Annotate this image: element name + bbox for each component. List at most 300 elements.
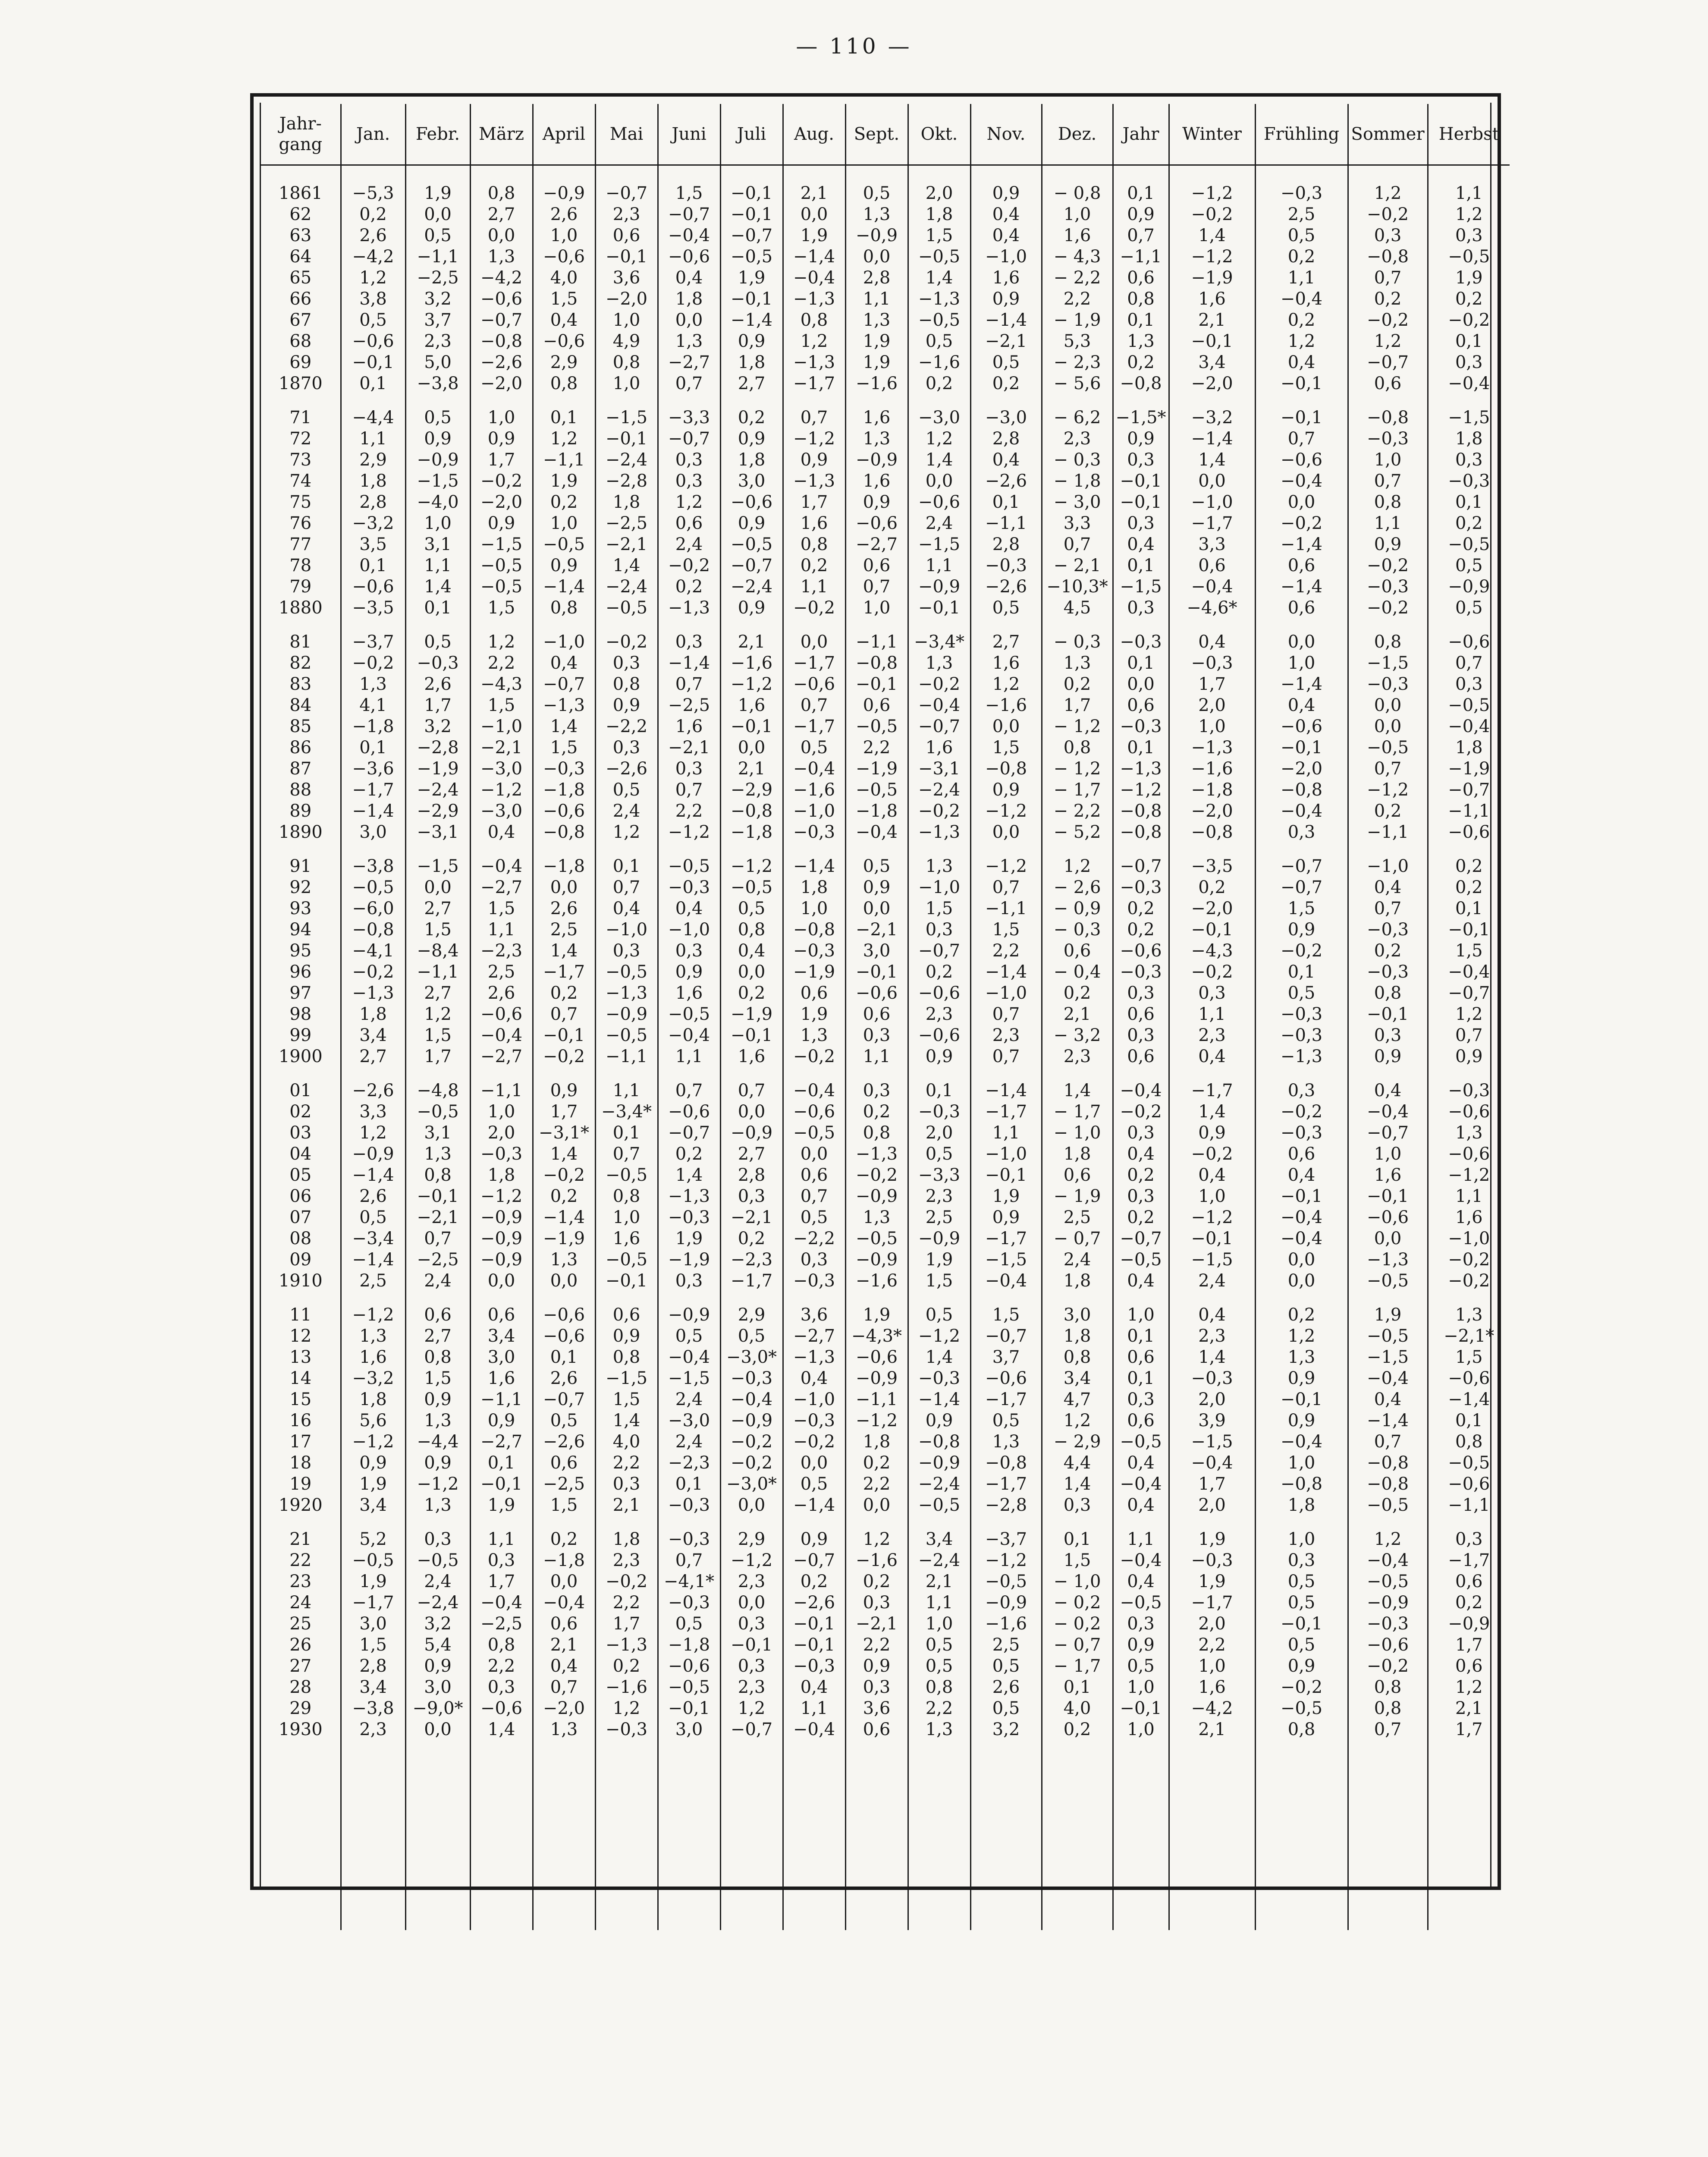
- year-cell: 93: [289, 899, 312, 918]
- value-cell: −1,5: [1428, 407, 1510, 428]
- value-cell: 0,0: [1255, 1270, 1348, 1292]
- value-cell: 0,5: [405, 407, 470, 428]
- value-cell: − 0,3: [1042, 919, 1113, 940]
- table-row: [261, 1270, 1510, 1292]
- value-cell: 1,4: [658, 1165, 720, 1186]
- value-cell: −0,9: [405, 450, 470, 471]
- value-cell: −2,5: [658, 695, 720, 716]
- value-cell: −0,9: [720, 1123, 783, 1144]
- value-cell: 0,4: [970, 225, 1042, 246]
- value-cell: −0,3: [1113, 962, 1169, 983]
- value-cell: 0,0: [720, 737, 783, 758]
- value-cell: 1,5: [341, 1635, 405, 1656]
- table-row: [261, 1719, 1510, 1740]
- value-cell: 3,2: [970, 1719, 1042, 1740]
- value-cell: −2,5: [595, 513, 658, 534]
- value-cell: 2,9: [533, 352, 595, 373]
- value-cell: 0,4: [970, 450, 1042, 471]
- value-cell: 2,3: [970, 1025, 1042, 1046]
- year-cell: 14: [289, 1368, 312, 1388]
- value-cell: −1,4: [341, 1165, 405, 1186]
- value-cell: −2,0: [470, 492, 533, 513]
- value-cell: 0,6: [533, 1613, 595, 1635]
- value-cell: −0,4: [783, 758, 845, 780]
- value-cell: − 2,1: [1042, 555, 1113, 576]
- value-cell: 1,1: [845, 1046, 908, 1067]
- value-cell: − 1,2: [1042, 716, 1113, 737]
- value-cell: −0,8: [533, 822, 595, 843]
- table-row: [261, 1495, 1510, 1516]
- value-cell: −0,8: [1113, 373, 1169, 394]
- value-cell: −0,6: [1428, 1101, 1510, 1123]
- value-cell: −1,8: [720, 822, 783, 843]
- row-spacer: [261, 1292, 1510, 1305]
- value-cell: 0,0: [405, 1719, 470, 1740]
- value-cell: − 0,8: [1042, 183, 1113, 204]
- value-cell: 5,6: [341, 1410, 405, 1431]
- value-cell: −0,1: [595, 428, 658, 450]
- value-cell: 2,3: [720, 1571, 783, 1592]
- value-cell: 0,3: [908, 919, 970, 940]
- value-cell: 0,5: [845, 183, 908, 204]
- value-cell: −0,4: [658, 1025, 720, 1046]
- value-cell: 0,4: [533, 310, 595, 331]
- value-cell: 0,6: [1113, 267, 1169, 289]
- value-cell: 0,0: [1255, 492, 1348, 513]
- value-cell: −0,1: [1255, 373, 1348, 394]
- table-row: [261, 289, 1510, 310]
- table-row: [261, 492, 1510, 513]
- value-cell: −0,5: [595, 962, 658, 983]
- year-cell: 07: [289, 1207, 312, 1227]
- value-cell: −0,2: [595, 632, 658, 653]
- value-cell: −2,0: [1169, 801, 1255, 822]
- value-cell: 0,9: [720, 597, 783, 619]
- value-cell: −0,3: [1348, 1613, 1428, 1635]
- value-cell: 3,0: [470, 1347, 533, 1368]
- value-cell: −0,7: [720, 555, 783, 576]
- value-cell: 0,4: [1113, 1270, 1169, 1292]
- value-cell: − 0,4: [1042, 962, 1113, 983]
- value-cell: −1,4: [533, 1207, 595, 1228]
- value-cell: 0,1: [595, 1123, 658, 1144]
- value-cell: −0,8: [720, 801, 783, 822]
- value-cell: 0,2: [1042, 1719, 1113, 1740]
- table-row: [261, 919, 1510, 940]
- value-cell: 0,2: [1255, 246, 1348, 267]
- value-cell: 1,7: [1169, 674, 1255, 695]
- value-cell: −0,1: [1255, 407, 1348, 428]
- value-cell: 1,6: [908, 737, 970, 758]
- value-cell: 1,3: [405, 1144, 470, 1165]
- column-header: Winter: [1169, 104, 1255, 165]
- value-cell: 0,4: [1348, 877, 1428, 898]
- value-cell: −1,6: [845, 373, 908, 394]
- value-cell: 0,2: [1113, 1165, 1169, 1186]
- value-cell: 0,7: [970, 877, 1042, 898]
- value-cell: 1,2: [341, 1123, 405, 1144]
- value-cell: 3,4: [341, 1495, 405, 1516]
- value-cell: 2,8: [845, 267, 908, 289]
- value-cell: 1,1: [341, 428, 405, 450]
- value-cell: −0,5: [405, 1101, 470, 1123]
- value-cell: − 4,3: [1042, 246, 1113, 267]
- value-cell: 2,4: [405, 1270, 470, 1292]
- value-cell: 0,7: [970, 1046, 1042, 1067]
- year-cell: 62: [289, 204, 312, 224]
- value-cell: 1,7: [1428, 1719, 1510, 1740]
- value-cell: 2,8: [341, 492, 405, 513]
- value-cell: −0,3: [658, 1207, 720, 1228]
- value-cell: 1,3: [1042, 653, 1113, 674]
- value-cell: −0,8: [1255, 1474, 1348, 1495]
- value-cell: −1,6: [845, 1550, 908, 1571]
- value-cell: 3,1: [405, 534, 470, 555]
- year-cell: 16: [289, 1411, 312, 1431]
- year-cell: 82: [289, 653, 312, 673]
- value-cell: −2,6: [533, 1431, 595, 1453]
- value-cell: 0,3: [595, 737, 658, 758]
- value-cell: −1,7: [783, 716, 845, 737]
- value-cell: −1,4: [1255, 576, 1348, 597]
- value-cell: 0,2: [720, 407, 783, 428]
- value-cell: −0,7: [1428, 780, 1510, 801]
- table-row: [261, 1474, 1510, 1495]
- value-cell: 0,5: [783, 1474, 845, 1495]
- value-cell: 0,4: [533, 653, 595, 674]
- column-header: Jahr: [1113, 104, 1169, 165]
- value-cell: −2,0: [1169, 373, 1255, 394]
- year-cell: 09: [289, 1250, 312, 1270]
- value-cell: −1,9: [845, 758, 908, 780]
- value-cell: −4,2: [341, 246, 405, 267]
- value-cell: 1,9: [1169, 1529, 1255, 1550]
- value-cell: −0,2: [1348, 204, 1428, 225]
- value-cell: 2,3: [1169, 1025, 1255, 1046]
- value-cell: 1,6: [1169, 289, 1255, 310]
- column-header: Herbst: [1428, 104, 1510, 165]
- value-cell: 0,3: [1169, 983, 1255, 1004]
- value-cell: −0,1: [405, 1186, 470, 1207]
- value-cell: −1,9: [783, 962, 845, 983]
- value-cell: 1,4: [1169, 450, 1255, 471]
- value-cell: 0,9: [1348, 534, 1428, 555]
- value-cell: −0,5: [1255, 1698, 1348, 1719]
- value-cell: −4,3: [470, 674, 533, 695]
- value-cell: −0,7: [908, 716, 970, 737]
- value-cell: 0,3: [658, 471, 720, 492]
- value-cell: −2,4: [405, 1592, 470, 1613]
- value-cell: −1,1: [470, 1080, 533, 1101]
- value-cell: −3,0: [470, 758, 533, 780]
- value-cell: 0,9: [1113, 1635, 1169, 1656]
- value-cell: −0,6: [783, 674, 845, 695]
- value-cell: 0,5: [908, 1635, 970, 1656]
- value-cell: 3,3: [1169, 534, 1255, 555]
- value-cell: −0,1: [783, 1613, 845, 1635]
- value-cell: 0,3: [845, 1592, 908, 1613]
- value-cell: −0,5: [1348, 1326, 1428, 1347]
- value-cell: 1,9: [1348, 1305, 1428, 1326]
- value-cell: 0,9: [405, 1656, 470, 1677]
- table-row: [261, 450, 1510, 471]
- value-cell: −1,1: [1113, 246, 1169, 267]
- value-cell: 0,9: [405, 1389, 470, 1410]
- value-cell: 1,5: [533, 289, 595, 310]
- value-cell: 2,9: [341, 450, 405, 471]
- value-cell: −0,1: [1428, 919, 1510, 940]
- value-cell: −1,3: [595, 983, 658, 1004]
- value-cell: 0,2: [1428, 1592, 1510, 1613]
- value-cell: −2,5: [533, 1474, 595, 1495]
- value-cell: 3,2: [405, 289, 470, 310]
- value-cell: −0,7: [970, 1326, 1042, 1347]
- year-cell: 94: [289, 920, 312, 940]
- value-cell: 2,7: [970, 632, 1042, 653]
- value-cell: 1,5: [533, 1495, 595, 1516]
- value-cell: 2,2: [1042, 289, 1113, 310]
- value-cell: −1,0: [533, 632, 595, 653]
- value-cell: −1,2: [970, 856, 1042, 877]
- value-cell: 0,0: [1348, 1228, 1428, 1249]
- value-cell: 5,4: [405, 1635, 470, 1656]
- value-cell: −0,3: [1348, 962, 1428, 983]
- table-row: [261, 1144, 1510, 1165]
- value-cell: 1,2: [1042, 856, 1113, 877]
- value-cell: −1,9: [720, 1004, 783, 1025]
- value-cell: −2,0: [1255, 758, 1348, 780]
- value-cell: −0,8: [1348, 407, 1428, 428]
- value-cell: 0,5: [845, 856, 908, 877]
- value-cell: −2,1: [845, 1613, 908, 1635]
- value-cell: 3,5: [341, 534, 405, 555]
- value-cell: 1,6: [720, 695, 783, 716]
- value-cell: −0,5: [1113, 1592, 1169, 1613]
- value-cell: 0,4: [1255, 1165, 1348, 1186]
- table-row: [261, 471, 1510, 492]
- value-cell: −1,4: [1348, 1410, 1428, 1431]
- value-cell: −0,6: [908, 983, 970, 1004]
- table-row: [261, 246, 1510, 267]
- value-cell: 0,7: [533, 1677, 595, 1698]
- value-cell: 2,1: [783, 183, 845, 204]
- value-cell: 0,6: [658, 513, 720, 534]
- value-cell: 0,5: [1428, 597, 1510, 619]
- value-cell: −0,3: [1255, 1025, 1348, 1046]
- value-cell: 1,3: [1428, 1123, 1510, 1144]
- value-cell: 0,8: [470, 1635, 533, 1656]
- value-cell: 0,5: [341, 1207, 405, 1228]
- value-cell: 0,7: [658, 1550, 720, 1571]
- value-cell: 0,2: [1113, 898, 1169, 919]
- value-cell: −0,5: [845, 780, 908, 801]
- value-cell: 0,8: [595, 1347, 658, 1368]
- value-cell: 5,3: [1042, 331, 1113, 352]
- value-cell: −0,2: [1113, 1101, 1169, 1123]
- value-cell: 2,0: [470, 1123, 533, 1144]
- value-cell: −3,1*: [533, 1123, 595, 1144]
- value-cell: 2,6: [533, 1368, 595, 1389]
- value-cell: 2,7: [405, 898, 470, 919]
- value-cell: −0,9: [470, 1228, 533, 1249]
- value-cell: −1,6: [970, 1613, 1042, 1635]
- value-cell: −2,1: [845, 919, 908, 940]
- value-cell: −3,1: [908, 758, 970, 780]
- value-cell: 0,9: [1428, 1046, 1510, 1067]
- value-cell: −1,2: [1113, 780, 1169, 801]
- value-cell: −2,2: [783, 1228, 845, 1249]
- value-cell: −3,2: [341, 1368, 405, 1389]
- value-cell: 0,0: [783, 1453, 845, 1474]
- value-cell: 1,1: [908, 555, 970, 576]
- value-cell: 1,0: [845, 597, 908, 619]
- value-cell: −1,6: [970, 695, 1042, 716]
- value-cell: −1,4: [1428, 1389, 1510, 1410]
- table-row: [261, 1592, 1510, 1613]
- table-row: [261, 898, 1510, 919]
- value-cell: 1,1: [970, 1123, 1042, 1144]
- value-cell: 0,1: [470, 1453, 533, 1474]
- value-cell: −3,7: [970, 1529, 1042, 1550]
- value-cell: 0,5: [405, 632, 470, 653]
- value-cell: −1,2: [470, 780, 533, 801]
- value-cell: − 2,2: [1042, 801, 1113, 822]
- value-cell: 0,9: [845, 1656, 908, 1677]
- value-cell: −0,4: [533, 1592, 595, 1613]
- value-cell: −0,7: [533, 1389, 595, 1410]
- value-cell: 0,6: [1042, 1165, 1113, 1186]
- value-cell: 0,6: [470, 1305, 533, 1326]
- value-cell: 1,5: [1042, 1550, 1113, 1571]
- value-cell: −1,8: [533, 780, 595, 801]
- value-cell: −0,2: [1255, 513, 1348, 534]
- value-cell: 0,2: [533, 983, 595, 1004]
- value-cell: 1,0: [1169, 1656, 1255, 1677]
- value-cell: −2,0: [1169, 898, 1255, 919]
- value-cell: 0,9: [845, 877, 908, 898]
- value-cell: −1,7: [783, 373, 845, 394]
- value-cell: −0,7: [595, 183, 658, 204]
- value-cell: −0,4: [783, 1080, 845, 1101]
- value-cell: 3,4: [1169, 352, 1255, 373]
- value-cell: 0,0: [533, 877, 595, 898]
- value-cell: −0,5: [1348, 1495, 1428, 1516]
- year-cell: 12: [289, 1326, 312, 1346]
- value-cell: − 1,9: [1042, 310, 1113, 331]
- value-cell: −0,5: [1113, 1249, 1169, 1270]
- value-cell: −0,3: [908, 1368, 970, 1389]
- value-cell: −0,3: [1255, 1123, 1348, 1144]
- value-cell: −3,4*: [908, 632, 970, 653]
- value-cell: −0,5: [845, 1228, 908, 1249]
- value-cell: −1,6: [595, 1677, 658, 1698]
- column-header: Dez.: [1042, 104, 1113, 165]
- value-cell: 1,4: [595, 1410, 658, 1431]
- value-cell: −1,1: [970, 513, 1042, 534]
- value-cell: −1,4: [1255, 534, 1348, 555]
- row-spacer: [261, 394, 1510, 407]
- value-cell: 0,4: [533, 1656, 595, 1677]
- year-cell: 1920: [278, 1495, 323, 1515]
- value-cell: −1,0: [970, 1144, 1042, 1165]
- value-cell: −0,2: [341, 962, 405, 983]
- value-cell: −0,1: [720, 183, 783, 204]
- table-row: [261, 1571, 1510, 1592]
- value-cell: 2,1: [1428, 1698, 1510, 1719]
- table-row: [261, 1368, 1510, 1389]
- value-cell: 0,9: [470, 1410, 533, 1431]
- value-cell: 0,2: [341, 204, 405, 225]
- column-header: Sept.: [845, 104, 908, 165]
- value-cell: −0,4: [1348, 1101, 1428, 1123]
- value-cell: 0,6: [1255, 597, 1348, 619]
- table-row: [261, 962, 1510, 983]
- value-cell: 0,8: [1042, 1347, 1113, 1368]
- table-row: [261, 1326, 1510, 1347]
- value-cell: 1,3: [341, 674, 405, 695]
- value-cell: −0,3: [1428, 1080, 1510, 1101]
- value-cell: −0,1: [783, 1635, 845, 1656]
- value-cell: 0,4: [720, 940, 783, 962]
- value-cell: 1,2: [970, 674, 1042, 695]
- value-cell: 2,4: [1169, 1270, 1255, 1292]
- value-cell: −2,8: [595, 471, 658, 492]
- value-cell: −0,7: [1255, 856, 1348, 877]
- value-cell: 2,8: [720, 1165, 783, 1186]
- row-spacer: [261, 1516, 1510, 1529]
- value-cell: −1,4: [908, 1389, 970, 1410]
- value-cell: −8,4: [405, 940, 470, 962]
- value-cell: 0,9: [720, 428, 783, 450]
- value-cell: −0,3: [1348, 919, 1428, 940]
- table-row: [261, 737, 1510, 758]
- value-cell: −0,4: [1169, 1453, 1255, 1474]
- value-cell: −2,9: [405, 801, 470, 822]
- value-cell: −2,7: [470, 1431, 533, 1453]
- table-row: [261, 632, 1510, 653]
- value-cell: − 5,2: [1042, 822, 1113, 843]
- value-cell: −10,3*: [1042, 576, 1113, 597]
- value-cell: −0,3: [783, 1656, 845, 1677]
- value-cell: −0,6: [341, 331, 405, 352]
- value-cell: −4,1*: [658, 1571, 720, 1592]
- value-cell: 0,4: [1348, 1389, 1428, 1410]
- value-cell: 4,5: [1042, 597, 1113, 619]
- value-cell: 0,9: [470, 428, 533, 450]
- value-cell: −5,3: [341, 183, 405, 204]
- value-cell: 0,3: [1348, 1025, 1428, 1046]
- value-cell: 0,1: [341, 737, 405, 758]
- value-cell: −1,4: [341, 1249, 405, 1270]
- value-cell: −0,2: [720, 1431, 783, 1453]
- value-cell: −1,0: [1348, 856, 1428, 877]
- value-cell: 0,1: [908, 1080, 970, 1101]
- value-cell: 0,1: [970, 492, 1042, 513]
- value-cell: 0,8: [405, 1165, 470, 1186]
- value-cell: −2,9: [720, 780, 783, 801]
- value-cell: 1,4: [533, 716, 595, 737]
- value-cell: 0,0: [1169, 471, 1255, 492]
- value-cell: 0,7: [783, 695, 845, 716]
- value-cell: 1,7: [405, 1046, 470, 1067]
- value-cell: −2,6: [970, 576, 1042, 597]
- value-cell: 0,8: [908, 1677, 970, 1698]
- value-cell: 1,3: [533, 1249, 595, 1270]
- value-cell: 2,3: [1042, 1046, 1113, 1067]
- value-cell: 1,3: [845, 310, 908, 331]
- value-cell: −0,2: [1348, 597, 1428, 619]
- value-cell: 1,8: [720, 450, 783, 471]
